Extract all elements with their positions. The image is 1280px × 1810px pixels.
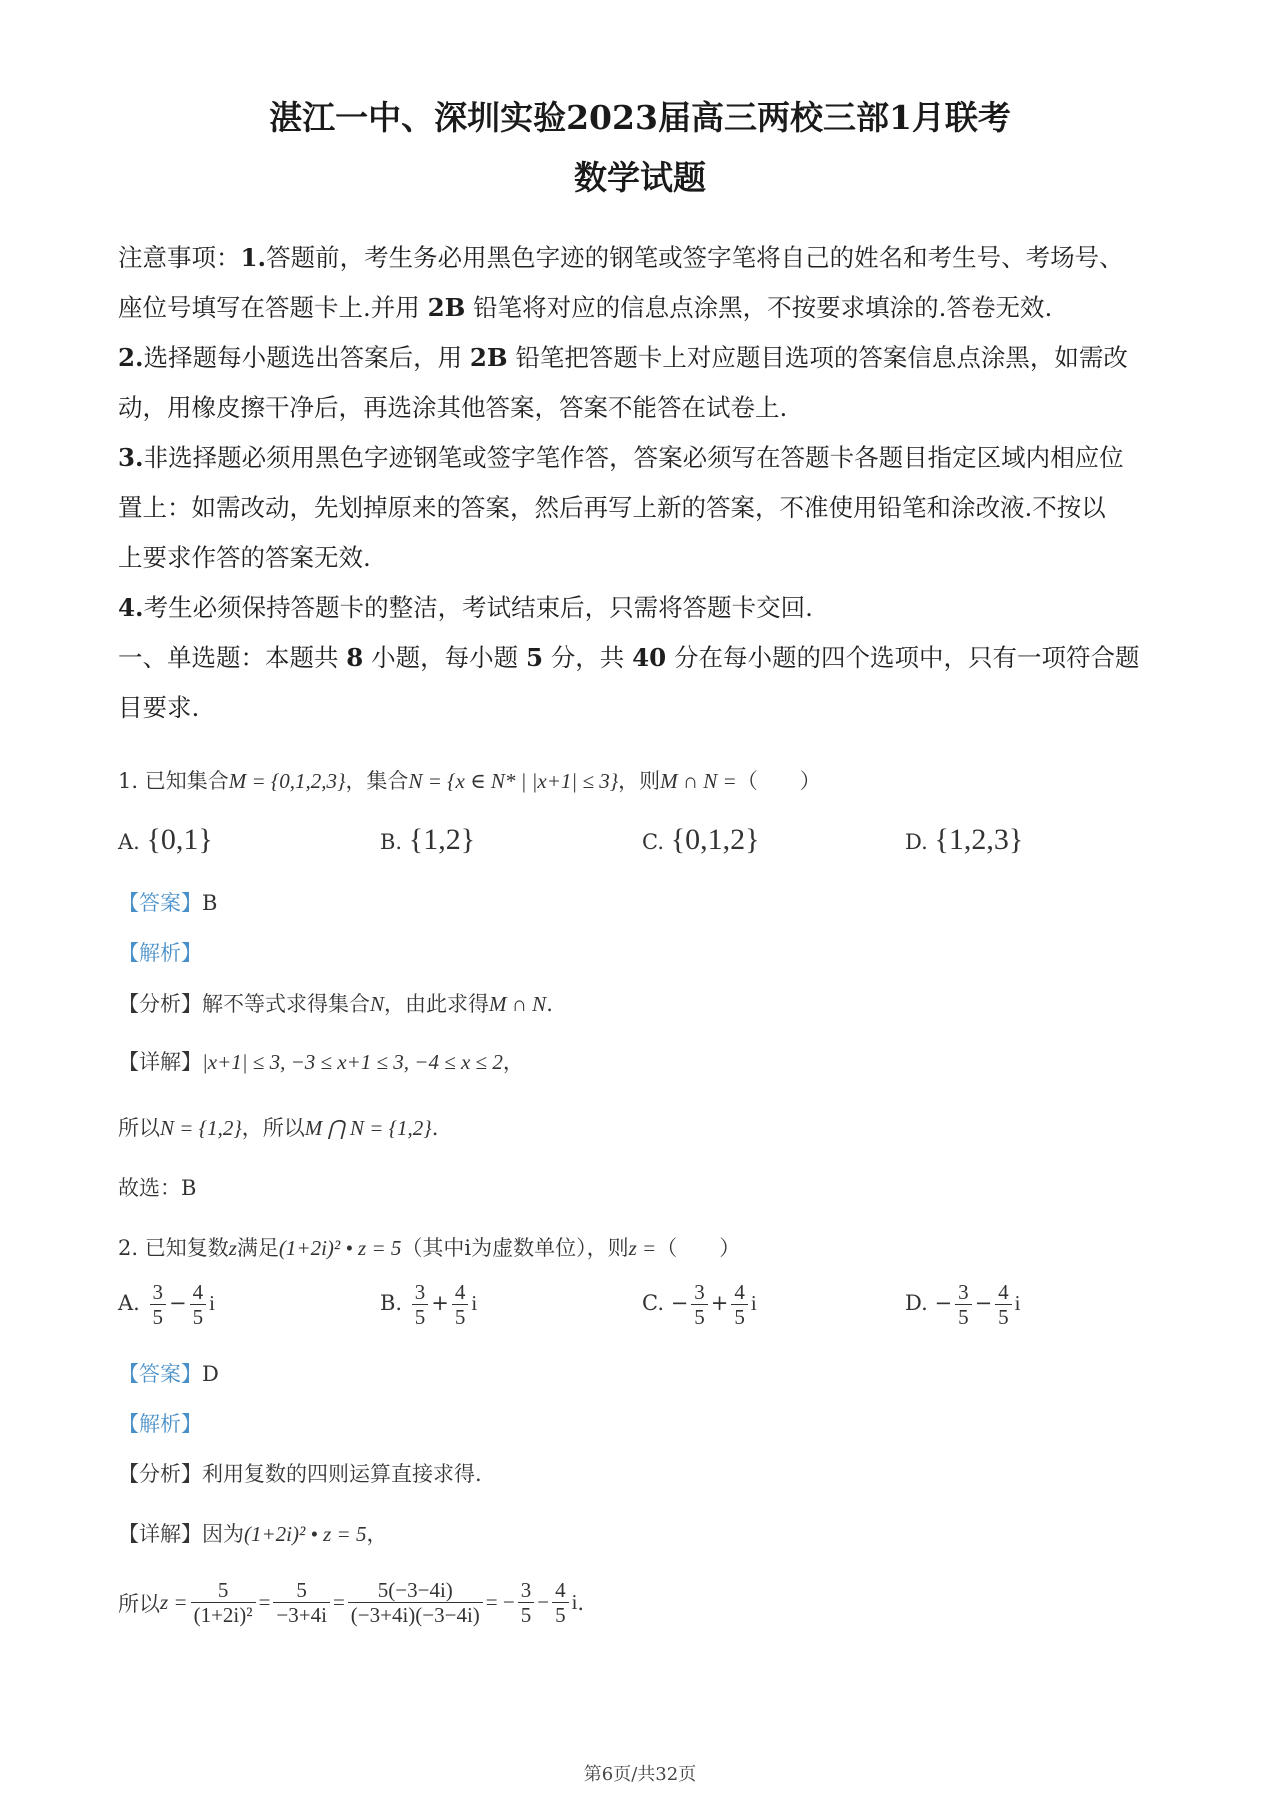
fraction: $\frac{4}{5}$ bbox=[731, 1280, 748, 1329]
notice-line-1: 注意事项：1.答题前，考生务必用黑色字迹的钢笔或签字笔将自己的姓名和考生号、考场号、 bbox=[118, 243, 1124, 272]
notice-item-4: 4.考生必须保持答题卡的整洁，考试结束后，只需将答题卡交回. bbox=[118, 593, 813, 622]
fraction: $\frac{3}{5}$ bbox=[518, 1578, 535, 1627]
fraction: $\frac{5}{\text{(1+2i)²}}$ bbox=[191, 1578, 256, 1627]
fraction: $\frac{3}{5}$ bbox=[150, 1280, 167, 1329]
answer-tag: 【答案】 bbox=[118, 891, 202, 915]
notice-item-3-line-2: 置上：如需改动，先划掉原来的答案，然后再写上新的答案，不准使用铅笔和涂改液.不按以 bbox=[118, 493, 1106, 522]
question-2-answer: 【答案】D bbox=[118, 1362, 219, 1386]
fraction: $\frac{5(-3-4i)}{(-3+4i)(-3-4i)}$ bbox=[348, 1578, 483, 1627]
question-1-answer: 【答案】B bbox=[118, 891, 218, 915]
question-1-option-b[interactable]: B. {1,2} bbox=[380, 823, 476, 856]
question-2-calculation: 所以 z = $\frac{5}{\text{(1+2i)²}}$ = $\frac{5}{-3+4i}$ = $\frac{5(-3-4i)}{(-3+4i)(-3-4i)}$ = − $\frac{3}{5}$ − $\frac{4}{5}$ i . bbox=[118, 1578, 585, 1627]
notice-line-2: 座位号填写在答题卡上.并用 2B 铅笔将对应的信息点涂黑，不按要求填涂的.答卷无效. bbox=[118, 293, 1053, 322]
fraction: $\frac{4}{5}$ bbox=[995, 1280, 1012, 1329]
question-1-fenxi: 【分析】解不等式求得集合N，由此求得M ∩ N. bbox=[118, 992, 553, 1016]
question-1-analysis-tag: 【解析】 bbox=[118, 941, 202, 965]
question-1-option-c[interactable]: C. {0,1,2} bbox=[642, 823, 760, 856]
answer-tag: 【答案】 bbox=[118, 1362, 202, 1386]
question-2-fenxi: 【分析】利用复数的四则运算直接求得. bbox=[118, 1462, 482, 1486]
notice-item-2-line-2: 动，用橡皮擦干净后，再选涂其他答案，答案不能答在试卷上. bbox=[118, 393, 788, 422]
notice-item-3: 3.非选择题必须用黑色字迹钢笔或签字笔作答，答案必须写在答题卡各题目指定区域内相应位 bbox=[118, 443, 1124, 472]
question-2-detail: 【详解】因为(1+2i)² • z = 5， bbox=[118, 1522, 388, 1546]
fraction: $\frac{4}{5}$ bbox=[452, 1280, 469, 1329]
question-1-conclusion: 所以N = {1,2}，所以M ⋂ N = {1,2}. bbox=[118, 1116, 439, 1140]
page-title: 湛江一中、深圳实验2023届高三两校三部1月联考 bbox=[269, 98, 1011, 137]
question-1-choice: 故选：B bbox=[118, 1176, 197, 1200]
question-2-analysis-tag: 【解析】 bbox=[118, 1412, 202, 1436]
fraction: $\frac{4}{5}$ bbox=[552, 1578, 569, 1627]
question-2-option-c[interactable]: C. − $\frac{3}{5}$ + $\frac{4}{5}$ i bbox=[642, 1280, 757, 1329]
question-1-detail: 【详解】|x+1| ≤ 3, −3 ≤ x+1 ≤ 3, −4 ≤ x ≤ 2， bbox=[118, 1050, 524, 1074]
question-1-option-a[interactable]: A. {0,1} bbox=[118, 823, 213, 856]
notice-item-3-line-3: 上要求作答的答案无效. bbox=[118, 543, 371, 572]
fraction: $\frac{3}{5}$ bbox=[691, 1280, 708, 1329]
fraction: $\frac{5}{-3+4i}$ bbox=[273, 1578, 330, 1627]
section-heading: 一、单选题：本题共 8 小题，每小题 5 分，共 40 分在每小题的四个选项中，只有一项符合题 bbox=[118, 643, 1140, 672]
page-subtitle: 数学试题 bbox=[574, 158, 706, 197]
page-number: 第6页/共32页 bbox=[583, 1764, 697, 1785]
question-2-stem: 2. 已知复数z满足(1+2i)² • z = 5（其中i为虚数单位），则z =（ ） bbox=[118, 1236, 741, 1260]
question-2-option-b[interactable]: B. $\frac{3}{5}$ + $\frac{4}{5}$ i bbox=[380, 1280, 478, 1329]
fraction: $\frac{3}{5}$ bbox=[955, 1280, 972, 1329]
question-1-option-d[interactable]: D. {1,2,3} bbox=[905, 823, 1024, 856]
notice-item-2: 2.选择题每小题选出答案后，用 2B 铅笔把答题卡上对应题目选项的答案信息点涂黑，如需改 bbox=[118, 343, 1128, 372]
section-heading-line-2: 目要求. bbox=[118, 693, 200, 722]
question-1-stem: 1. 已知集合M = {0,1,2,3}，集合N = {x ∈ N* | |x+1| ≤ 3}，则M ∩ N =（ ） bbox=[118, 769, 821, 793]
fraction: $\frac{4}{5}$ bbox=[190, 1280, 207, 1329]
question-2-option-d[interactable]: D. − $\frac{3}{5}$ − $\frac{4}{5}$ i bbox=[905, 1280, 1021, 1329]
fraction: $\frac{3}{5}$ bbox=[412, 1280, 429, 1329]
question-2-option-a[interactable]: A. $\frac{3}{5}$ − $\frac{4}{5}$ i bbox=[118, 1280, 215, 1329]
